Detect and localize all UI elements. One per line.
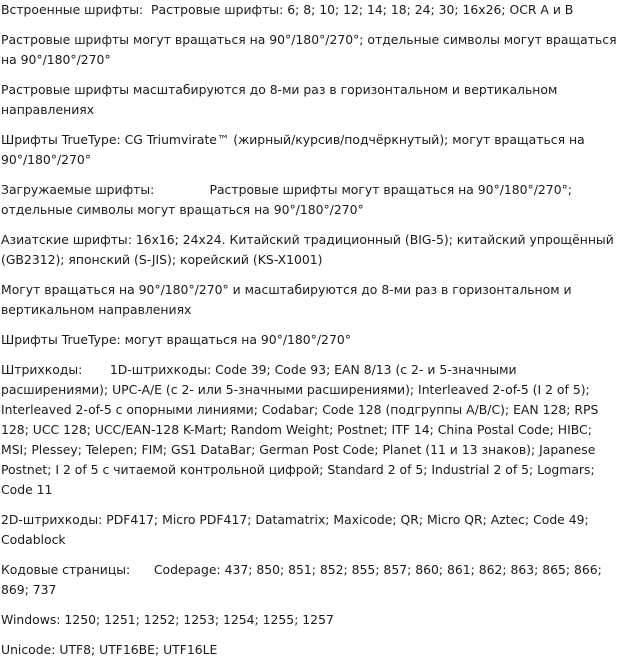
bitmap-rotation-line: Растровые шрифты могут вращаться на 90°/180°/270°; отдельные символы могут вращаться на 90°/180°/270°	[1, 32, 621, 67]
barcodes-2d-line: 2D-штрихкоды: PDF417; Micro PDF417; Datamatrix; Maxicode; QR; Micro QR; Aztec; Code 49; Codablock	[1, 512, 593, 547]
downloadable-fonts-line: Загружаемые шрифты: Растровые шрифты могут вращаться на 90°/180°/270°; отдельные символы могут вращаться на 90°/180°/270°	[1, 182, 576, 217]
asian-fonts-line: Азиатские шрифты: 16x16; 24x24. Китайский традиционный (BIG-5); китайский упрощённый (GB2312); японский (S-JIS); корейский (KS-X1001)	[1, 232, 618, 267]
builtin-fonts-line: Встроенные шрифты: Растровые шрифты: 6; 8; 10; 12; 14; 18; 24; 30; 16x26; OCR A и B	[1, 2, 574, 17]
asian-rotation-line: Могут вращаться на 90°/180°/270° и масштабируются до 8-ми раз в горизонтальном и вертикальном направлениях	[1, 282, 576, 317]
unicode-line: Unicode: UTF8; UTF16BE; UTF16LE	[1, 642, 218, 657]
truetype-rotation-line: Шрифты TrueType: могут вращаться на 90°/180°/270°	[1, 332, 351, 347]
codepages-line: Кодовые страницы: Codepage: 437; 850; 851; 852; 855; 857; 860; 861; 862; 863; 865; 866; 869; 737	[1, 562, 606, 597]
bitmap-scaling-line: Растровые шрифты масштабируются до 8-ми раз в горизонтальном и вертикальном направлениях	[1, 82, 562, 117]
barcodes-1d-line: Штрихкоды: 1D-штрихкоды: Code 39; Code 93; EAN 8/13 (с 2- и 5-значными расширениями); UPC-A/E (с 2- или 5-значными расширениями); Interleaved 2-of-5 (I 2 of 5); Interleaved 2-of-5 с опорными линиями; Codabar; Code 128 (подгруппы A/B/C); EAN 128; RPS 128; UCC 128; UCC/EAN-128 K-Mart; Random Weight; Postnet; ITF 14; China Postal Code; HIBC; MSI; Plessey; Telepen; FIM; GS1 DataBar; German Post Code; Planet (11 и 13 знаков); Japanese Postnet; I 2 of 5 с читаемой контрольной цифрой; Standard 2 of 5; Industrial 2 of 5; Logmars; Code 11	[1, 362, 603, 497]
truetype-fonts-line: Шрифты TrueType: CG Triumvirate™ (жирный/курсив/подчёркнутый); могут вращаться на 90°/180°/270°	[1, 132, 589, 167]
windows-codepages-line: Windows: 1250; 1251; 1252; 1253; 1254; 1255; 1257	[1, 612, 334, 627]
spec-document	[1, 0, 621, 670]
